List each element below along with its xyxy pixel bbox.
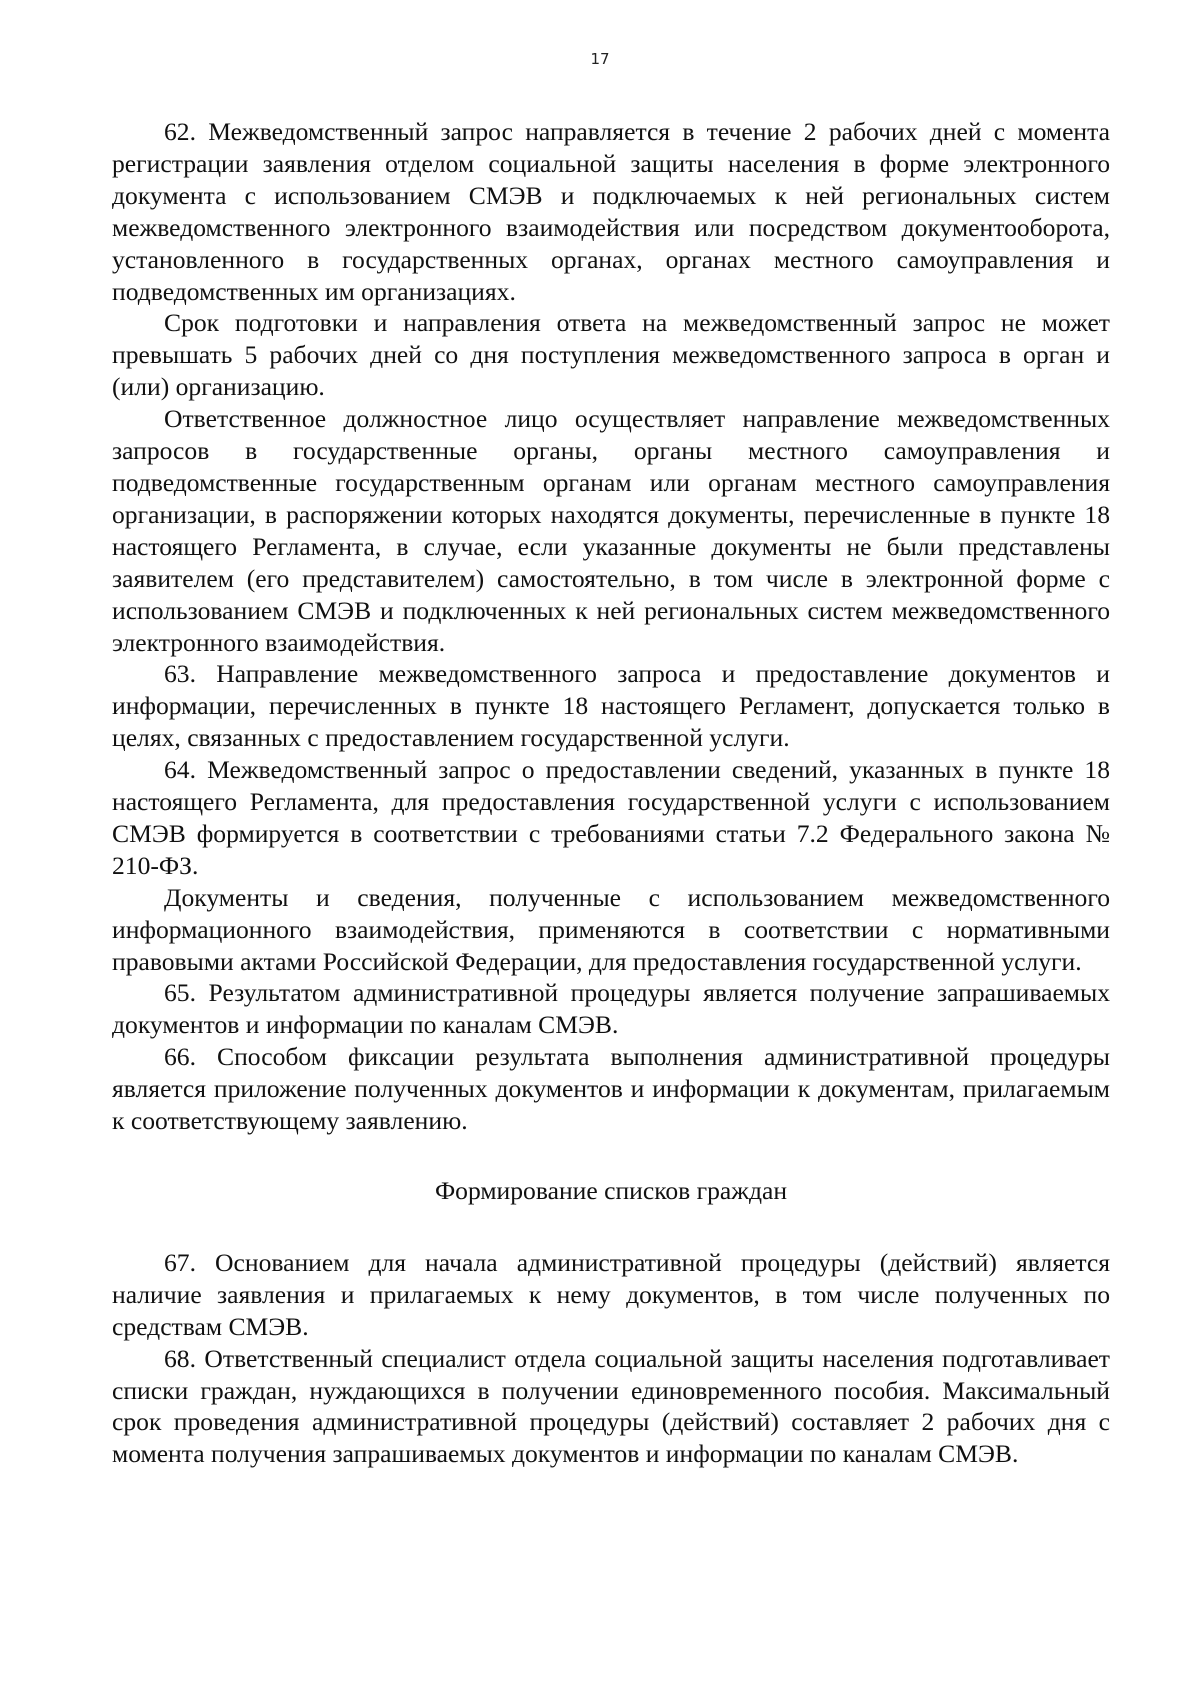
paragraph-responsible-official: Ответственное должностное лицо осуществляет направление межведомственных запросов в государственные органы, органы местного самоуправления и подведомственные государственным органам или органам местного самоуправления организации, в распоряжении которых находятся документы, перечисленные в пункте 18 настоящего Регламента, в случае, если указанные документы не были представлены заявителем (его представителем) самостоятельно, в том числе в электронной форме с использованием СМЭВ и подключенных к ней региональных систем межведомственного электронного взаимодействия. — [112, 404, 1110, 657]
paragraph-62: 62. Межведомственный запрос направляется в течение 2 рабочих дней с момента регистрации заявления отделом социальной защиты населения в форме электронного документа с использованием СМЭВ и подключаемых к ней региональных систем межведомственного электронного взаимодействия или посредством документооборота, установленного в государственных органах, органах местного самоуправления и подведомственных им организациях. — [112, 117, 1110, 306]
paragraph-documents-info: Документы и сведения, полученные с использованием межведомственного информационного взаимодействия, применяются в соответствии с нормативными правовыми актами Российской Федерации, для предоставления государственной услуги. — [112, 882, 1110, 976]
paragraph-67: 67. Основанием для начала административной процедуры (действий) является наличие заявления и прилагаемых к нему документов, в том числе полученных по средствам СМЭВ. — [112, 1247, 1110, 1341]
page-number: 17 — [590, 50, 610, 68]
paragraph-68: 68. Ответственный специалист отдела социальной защиты населения подготавливает списки граждан, нуждающихся в получении единовременного пособия. Максимальный срок проведения административной процедуры (действий) составляет 2 рабочих дня с момента получения запрашиваемых документов и информации по каналам СМЭВ. — [112, 1343, 1110, 1469]
paragraph-65: 65. Результатом административной процедуры является получение запрашиваемых документов и информации по каналам СМЭВ. — [112, 978, 1110, 1040]
document-body — [112, 116, 1110, 1470]
section-heading: Формирование списков граждан — [434, 1176, 788, 1205]
paragraph-response-term: Срок подготовки и направления ответа на межведомственный запрос не может превышать 5 рабочих дней со дня поступления межведомственного запроса в орган и (или) организацию. — [112, 308, 1110, 402]
paragraph-64: 64. Межведомственный запрос о предоставлении сведений, указанных в пункте 18 настоящего Регламента, для предоставления государственной услуги с использованием СМЭВ формируется в соответствии с требованиями статьи 7.2 Федерального закона № 210-ФЗ. — [112, 755, 1110, 880]
paragraph-63: 63. Направление межведомственного запроса и предоставление документов и информации, перечисленных в пункте 18 настоящего Регламент, допускается только в целях, связанных с предоставлением государственной услуги. — [112, 659, 1110, 753]
paragraph-66: 66. Способом фиксации результата выполнения административной процедуры является приложение полученных документов и информации к документам, прилагаемым к соответствующему заявлению. — [112, 1042, 1110, 1136]
